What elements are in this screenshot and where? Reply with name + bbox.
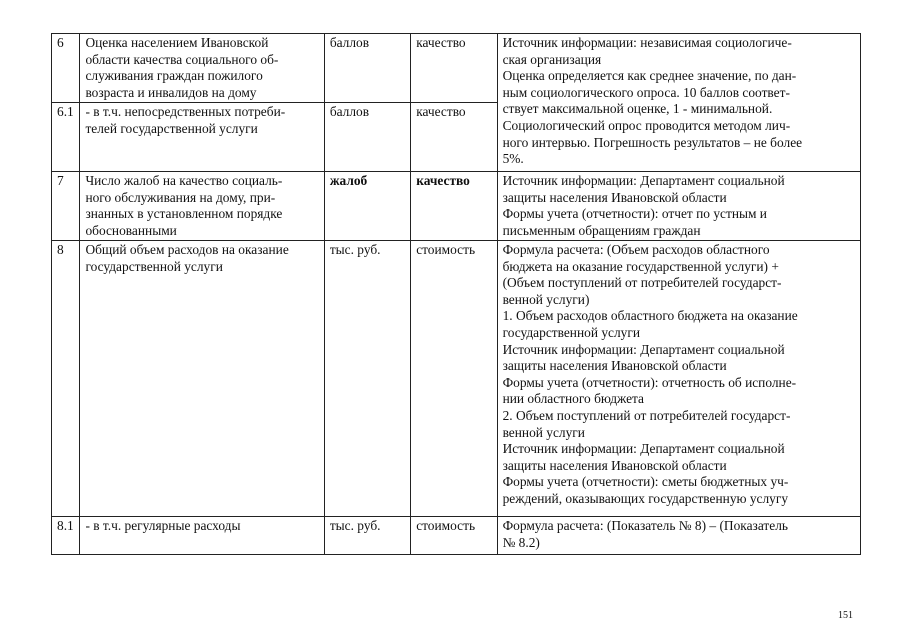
page-number: 151 [838, 610, 853, 621]
source-cell: Формула расчета: (Объем расходов областного бюджета на оказание государственной услуги) + (Объем поступлений от потребителей государст- венной услуги) 1. Объем расходов областного бюджета на оказание государственной услуги Источник информации: Департамент социальной защиты населения Ивановской области Формы учета (отчетности): отчетность об исполне- нии областного бюджета 2. Объем поступлений от потребителей государст- венной услуги Источник информации: Департамент социальной защиты населения Ивановской области Формы учета (отчетности): сметы бюджетных уч- реждений, оказывающих государственную услугу [497, 241, 860, 517]
type-cell: качество [411, 172, 497, 241]
table-row [52, 34, 861, 103]
row-number: 8.1 [52, 517, 80, 555]
indicator-name: Общий объем расходов на оказание государственной услуги [80, 241, 324, 517]
source-cell: Источник информации: независимая социологиче- ская организация Оценка определяется как среднее значение, по дан- ным социологического опроса. 10 баллов соответ- ствует максимальной оценке, 1 - минимальной. Социологический опрос проводится методом лич- ного интервью. Погрешность результатов – не более 5%. [497, 34, 860, 172]
row-number: 6 [52, 34, 80, 103]
row-number: 7 [52, 172, 80, 241]
row-number: 8 [52, 241, 80, 517]
table-row [52, 172, 861, 241]
row-number: 6.1 [52, 103, 80, 172]
indicator-name: - в т.ч. непосредственных потреби- телей государственной услуги [80, 103, 324, 172]
table-row [52, 517, 861, 555]
unit-cell: тыс. руб. [324, 517, 410, 555]
type-cell: стоимость [411, 517, 497, 555]
unit-cell: баллов [324, 103, 410, 172]
source-cell: Формула расчета: (Показатель № 8) – (Показатель № 8.2) [497, 517, 860, 555]
indicator-name: Оценка населением Ивановской области качества социального об- служивания граждан пожилого возраста и инвалидов на дому [80, 34, 324, 103]
unit-cell: баллов [324, 34, 410, 103]
source-cell: Источник информации: Департамент социальной защиты населения Ивановской области Формы учета (отчетности): отчет по устным и письменным обращениям граждан [497, 172, 860, 241]
unit-cell: жалоб [324, 172, 410, 241]
indicator-name: Число жалоб на качество социаль- ного обслуживания на дому, при- знанных в установленном порядке обоснованными [80, 172, 324, 241]
unit-cell: тыс. руб. [324, 241, 410, 517]
type-cell: стоимость [411, 241, 497, 517]
indicators-table [51, 33, 861, 555]
table-row [52, 241, 861, 517]
type-cell: качество [411, 103, 497, 172]
indicator-name: - в т.ч. регулярные расходы [80, 517, 324, 555]
type-cell: качество [411, 34, 497, 103]
